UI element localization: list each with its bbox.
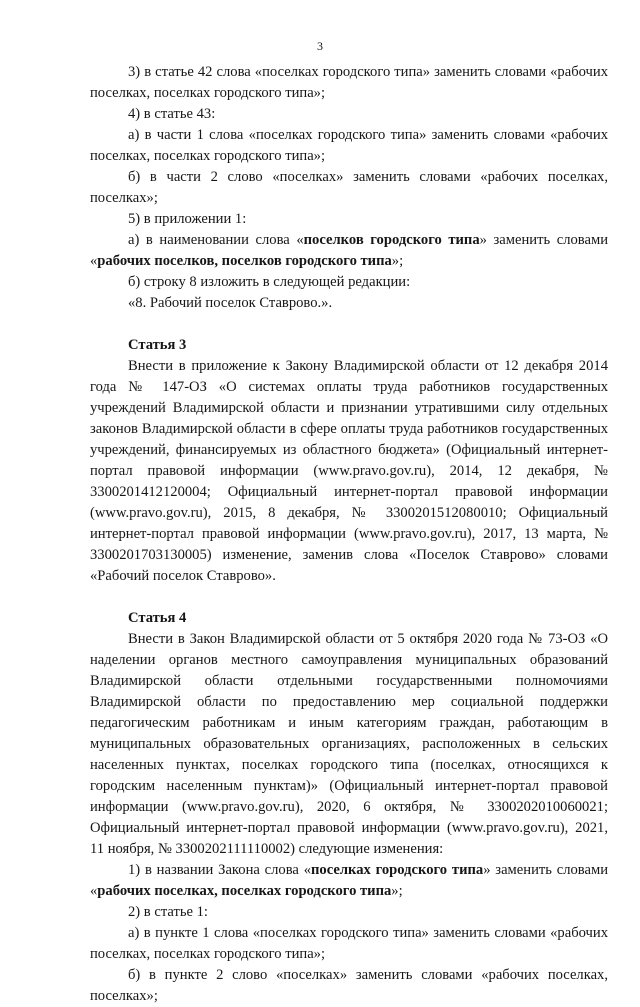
bold-text: поселках городского типа [311,862,484,878]
bold-text: рабочих поселков, поселков городского типа [97,253,392,269]
paragraph: 2) в статье 1: [128,904,208,920]
paragraph: а) в части 1 слова «поселках городского типа» заменить словами «рабочих поселках, поселках городского типа»; [90,127,608,164]
text-run: 1) в названии Закона слова « [128,862,311,878]
article-3-text: Внести в приложение к Закону Владимирской области от 12 декабря 2014 года № 147-ОЗ «О системах оплаты труда работников государственных учреждений Владимирской области и признании утратившими силу отдельных законов Владимирской области в сфере оплаты труда работников государственных учреждений, финансируемых из областного бюджета» (Официальный интернет-портал правовой информации (www.pravo.gov.ru), 2014, 12 декабря, № 3300201412120004; Официальный интернет-портал правовой информации (www.pravo.gov.ru), 2015, 8 декабря, № 3300201512080010; Официальный интернет-портал правовой информации (www.pravo.gov.ru), 2017, 13 марта, № 3300201703130005) изменение, заменив слова «Поселок Ставрово» словами «Рабочий поселок Ставрово». [90,358,608,584]
paragraph: 5) в приложении 1: [128,211,247,227]
document-body [90,62,608,1007]
paragraph: б) строку 8 изложить в следующей редакции: [128,274,411,290]
article-3-heading: Статья 3 [128,337,187,353]
text-run: » заменить словами « [90,232,609,269]
bold-text: поселков городского типа [303,232,480,248]
paragraph [90,230,608,272]
text-run: »; [391,253,404,269]
text-run: » заменить словами « [90,862,609,899]
text-run: »; [391,883,403,899]
paragraph: 3) в статье 42 слова «поселках городского типа» заменить словами «рабочих поселках, поселках городского типа»; [90,64,608,101]
paragraph: б) в пункте 2 слово «поселках» заменить словами «рабочих поселках, поселках»; [90,967,608,1004]
paragraph: «8. Рабочий поселок Ставрово.». [128,295,333,311]
paragraph: а) в пункте 1 слова «поселках городского типа» заменить словами «рабочих поселках, поселках городского типа»; [90,925,608,962]
bold-text: рабочих поселках, поселках городского типа [97,883,392,899]
paragraph [90,860,608,902]
article-4-heading: Статья 4 [128,610,187,626]
text-run: а) в наименовании слова « [128,232,304,248]
page-number: 3 [317,39,323,53]
article-4-text: Внести в Закон Владимирской области от 5 октября 2020 года № 73-ОЗ «О наделении органов местного самоуправления муниципальных образований Владимирской области отдельными государственными полномочиями Владимирской области по предоставлению мер социальной поддержки педагогическим работникам и иным категориям граждан, работающим в муниципальных образовательных организациях, расположенных в сельских населенных пунктах, поселках городского типа (поселках, относящихся к городским населенным пунктам)» (Официальный интернет-портал правовой информации (www.pravo.gov.ru), 2020, 6 октября, № 3300202010060021; Официальный интернет-портал правовой информации (www.pravo.gov.ru), 2021, 11 ноября, № 3300202111110002) следующие изменения: [90,631,608,857]
paragraph: б) в части 2 слово «поселках» заменить словами «рабочих поселках, поселках»; [90,169,608,206]
paragraph: 4) в статье 43: [128,106,216,122]
